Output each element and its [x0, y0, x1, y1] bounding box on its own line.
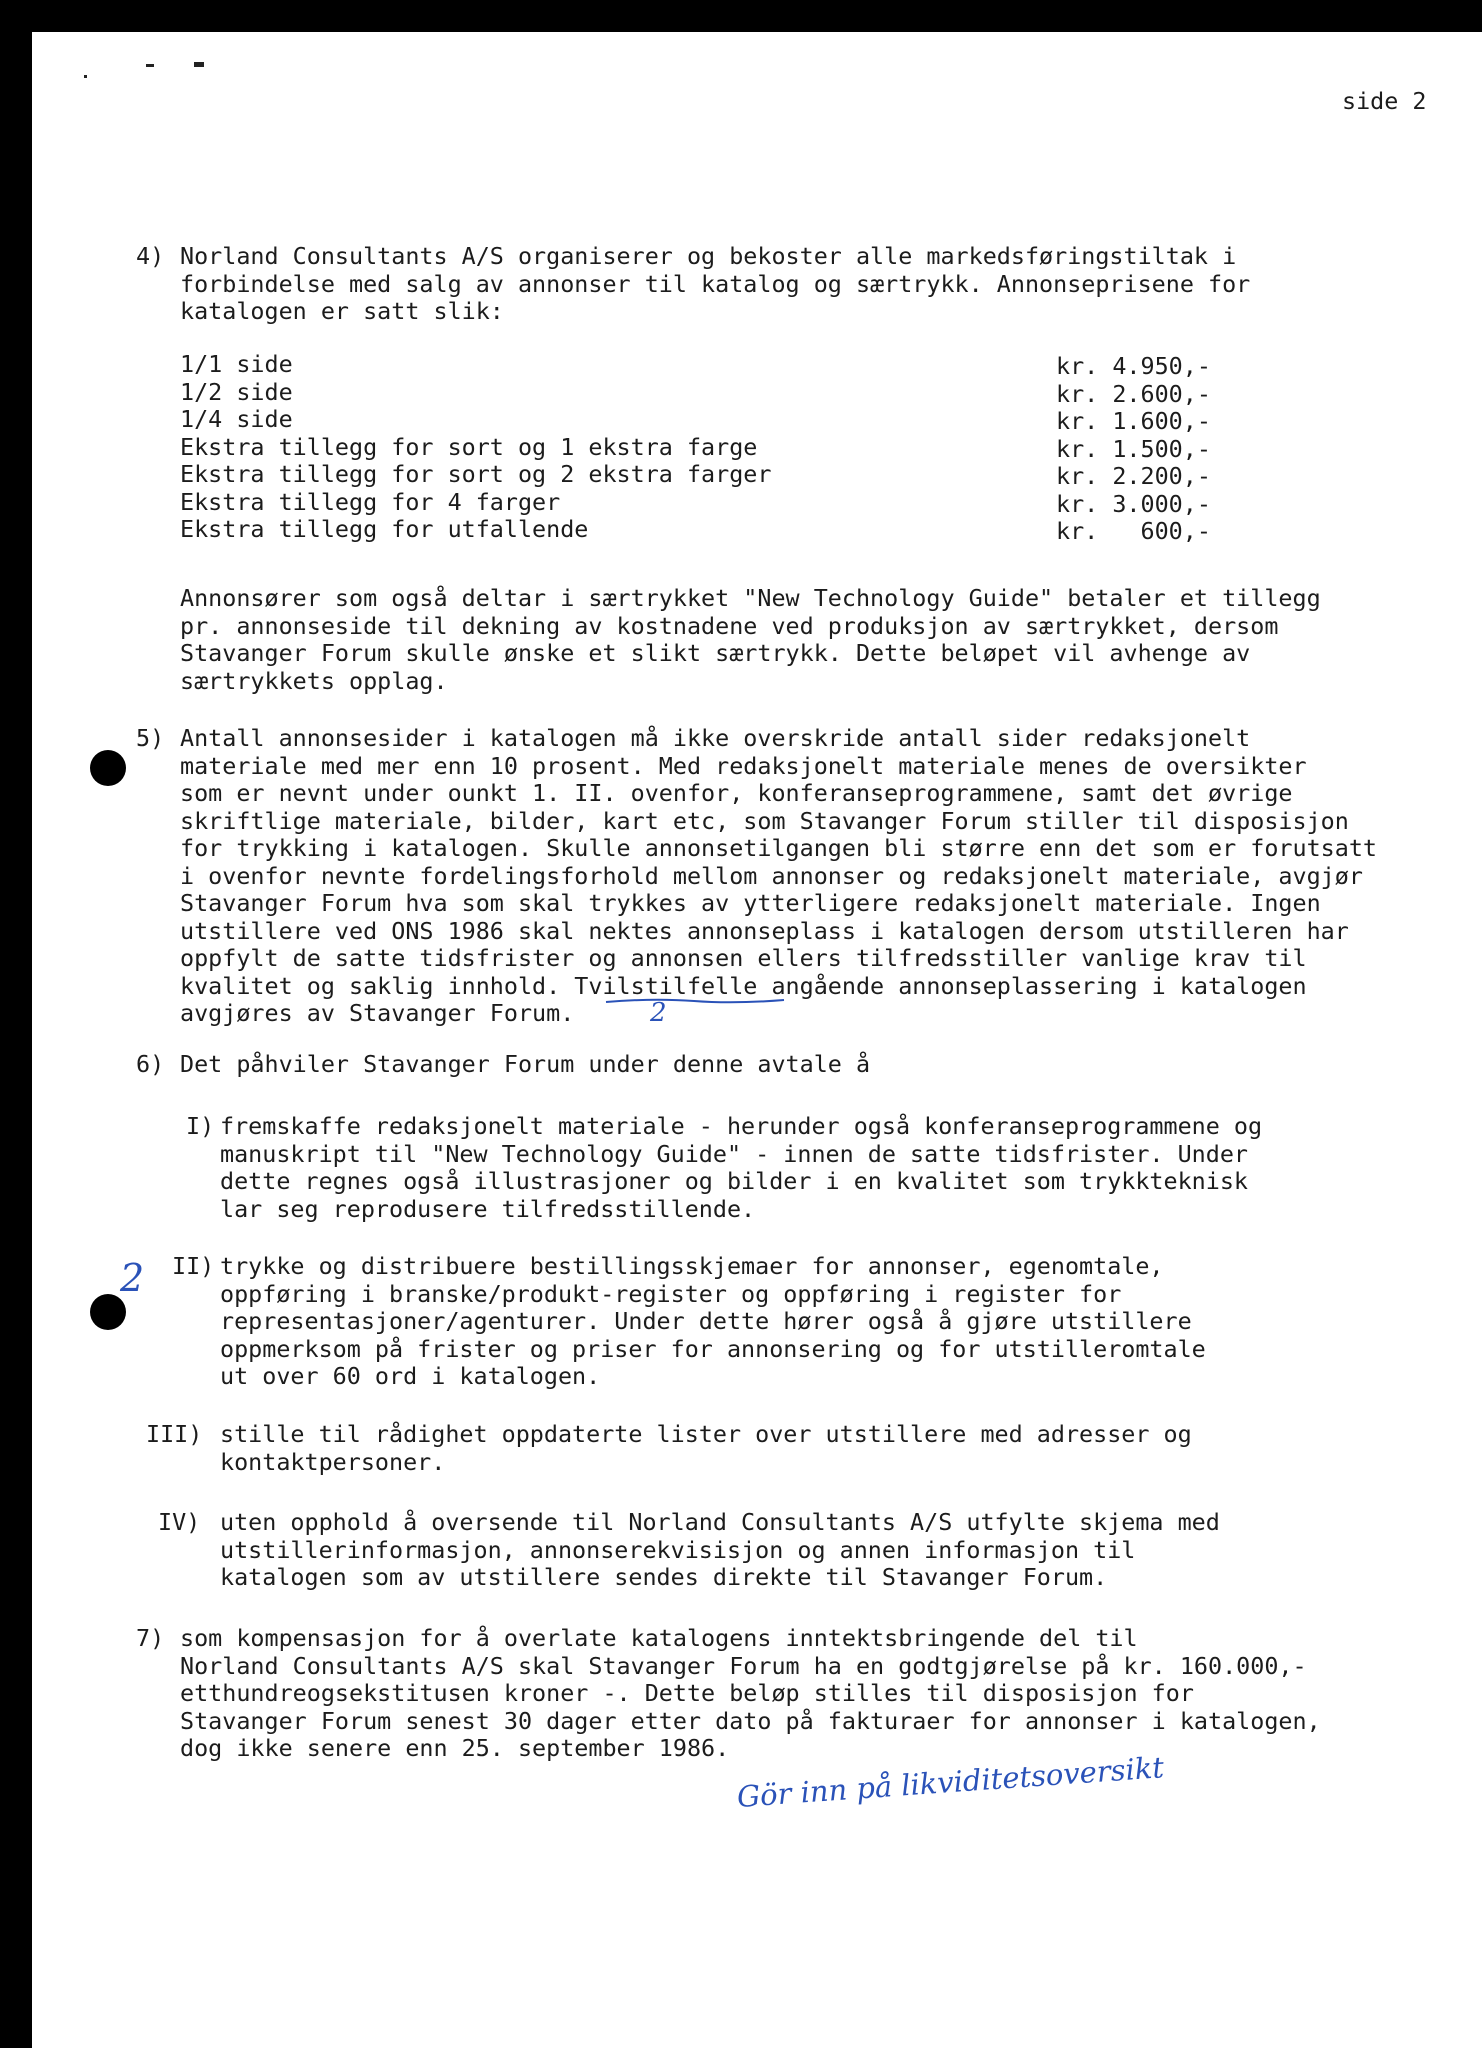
handwritten-mark: 2 [120, 1256, 145, 1300]
paragraph-line: Stavanger Forum skulle ønske et slikt særtrykk. Dette beløpet vil avhenge av [180, 639, 1251, 667]
paragraph-line: skriftlige materiale, bilder, kart etc, som Stavanger Forum stiller til disposisjon [180, 806, 1349, 835]
paragraph-line: særtrykkets opplag. [180, 666, 448, 695]
price-item: Ekstra tillegg for sort og 2 ekstra farger [180, 460, 772, 488]
paragraph-line: etthundreogsekstitusen kroner -. Dette beløp stilles til disposisjon for [180, 1679, 1194, 1707]
price-value: kr. 2.200,- [1056, 462, 1211, 490]
paragraph-line: ut over 60 ord i katalogen. [220, 1362, 601, 1390]
pen-underline [604, 996, 786, 1006]
paragraph-line: Det påhviler Stavanger Forum under denne avtale å [180, 1050, 871, 1078]
paragraph-line: Antall annonsesider i katalogen må ikke overskride antall sider redaksjonelt [180, 724, 1251, 752]
paragraph-line: i ovenfor nevnte fordelingsforhold mellom annonser og redaksjonelt materiale, avgjør [180, 861, 1363, 890]
sub-item-numeral: II) [172, 1252, 215, 1280]
price-item: Ekstra tillegg for 4 farger [180, 487, 561, 516]
paragraph-line: utstillerinformasjon, annonserekvisisjon og annen informasjon til [220, 1535, 1136, 1564]
paragraph-line: trykke og distribuere bestillingsskjemaer for annonser, egenomtale, [220, 1252, 1164, 1280]
section-number: 5) [136, 724, 165, 752]
paragraph-line: fremskaffe redaksjonelt materiale - herunder også konferanseprogrammene og [220, 1112, 1263, 1140]
paragraph-line: dette regnes også illustrasjoner og bilder i en kvalitet som trykkteknisk [220, 1167, 1249, 1195]
price-value: kr. 1.500,- [1056, 434, 1211, 463]
paragraph-line: Norland Consultants A/S skal Stavanger Forum ha en godtgjørelse på kr. 160.000,- [180, 1651, 1307, 1680]
sub-item-numeral: I) [186, 1112, 215, 1140]
paragraph-line: forbindelse med salg av annonser til katalog og særtrykk. Annonseprisene for [180, 269, 1251, 298]
paragraph-line: pr. annonseside til dekning av kostnadene ved produksjon av særtrykket, dersom [180, 611, 1279, 640]
paragraph-line: oppfylt de satte tidsfrister og annonsen ellers tilfredsstiller vanlige krav til [180, 944, 1307, 972]
paragraph-line: som kompensasjon for å overlate katalogens inntektsbringende del til [180, 1624, 1138, 1652]
price-item: 1/2 side [180, 377, 293, 406]
scan-speck [84, 75, 87, 78]
sub-item-numeral: IV) [158, 1508, 201, 1536]
paragraph-line: Stavanger Forum senest 30 dager etter dato på fakturaer for annonser i katalogen, [180, 1706, 1321, 1735]
punch-hole-mark [90, 750, 126, 786]
price-item: Ekstra tillegg for sort og 1 ekstra farge [180, 432, 758, 461]
price-value: kr. 4.950,- [1056, 352, 1211, 380]
scan-speck [146, 64, 154, 67]
paragraph-line: utstillere ved ONS 1986 skal nektes annonseplass i katalogen dersom utstilleren har [180, 916, 1349, 945]
scan-speck [194, 62, 204, 67]
paragraph-line: uten opphold å oversende til Norland Consultants A/S utfylte skjema med [220, 1508, 1220, 1536]
paragraph-line: oppføring i branske/produkt-register og oppføring i register for [220, 1279, 1122, 1308]
paragraph-line: lar seg reprodusere tilfredsstillende. [220, 1194, 756, 1223]
price-value: kr. 600,- [1056, 517, 1211, 545]
price-value: kr. 2.600,- [1056, 379, 1211, 408]
paragraph-line: Annonsører som også deltar i særtrykket "New Technology Guide" betaler et tillegg [180, 584, 1321, 612]
paragraph-line: dog ikke senere enn 25. september 1986. [180, 1734, 730, 1762]
paragraph-line: stille til rådighet oppdaterte lister over utstillere med adresser og [220, 1420, 1192, 1448]
paragraph-line: avgjøres av Stavanger Forum. [180, 999, 575, 1027]
section-number: 6) [136, 1050, 165, 1078]
price-item: 1/4 side [180, 405, 293, 433]
paragraph-line: katalogen er satt slik: [180, 297, 504, 325]
paragraph-line: kvalitet og saklig innhold. Tvilstilfelle angående annonseplassering i katalogen [180, 971, 1307, 1000]
paragraph-line: Norland Consultants A/S organiserer og bekoster alle markedsføringstiltak i [180, 242, 1237, 270]
paragraph-line: katalogen som av utstillere sendes direkte til Stavanger Forum. [220, 1563, 1108, 1591]
paragraph-line: representasjoner/agenturer. Under dette hører også å gjøre utstillere [220, 1307, 1192, 1335]
section-number: 4) [136, 242, 165, 270]
paragraph-line: for trykking i katalogen. Skulle annonsetilgangen bli større enn det som er forutsatt [180, 834, 1377, 862]
section-number: 7) [136, 1624, 165, 1652]
paragraph-line: kontaktpersoner. [220, 1447, 446, 1476]
paragraph-line: Stavanger Forum hva som skal trykkes av ytterligere redaksjonelt materiale. Ingen [180, 889, 1321, 917]
price-item: Ekstra tillegg for utfallende [180, 515, 589, 543]
paragraph-line: som er nevnt under ounkt 1. II. ovenfor, konferanseprogrammene, samt det øvrige [180, 779, 1293, 807]
price-item: 1/1 side [180, 350, 293, 378]
price-value: kr. 3.000,- [1056, 489, 1211, 518]
handwritten-mark: 2 [650, 998, 667, 1028]
paragraph-line: materiale med mer enn 10 prosent. Med redaksjonelt materiale menes de oversikter [180, 751, 1307, 780]
paragraph-line: manuskript til "New Technology Guide" - innen de satte tidsfrister. Under [220, 1139, 1249, 1168]
price-value: kr. 1.600,- [1056, 407, 1211, 435]
handwritten-note: Gör inn på likviditetsoversikt [735, 1750, 1166, 1814]
sub-item-numeral: III) [146, 1420, 203, 1448]
paragraph-line: oppmerksom på frister og priser for annonsering og for utstilleromtale [220, 1334, 1206, 1363]
page-number: side 2 [1342, 87, 1427, 115]
scanned-page [32, 32, 1482, 2048]
